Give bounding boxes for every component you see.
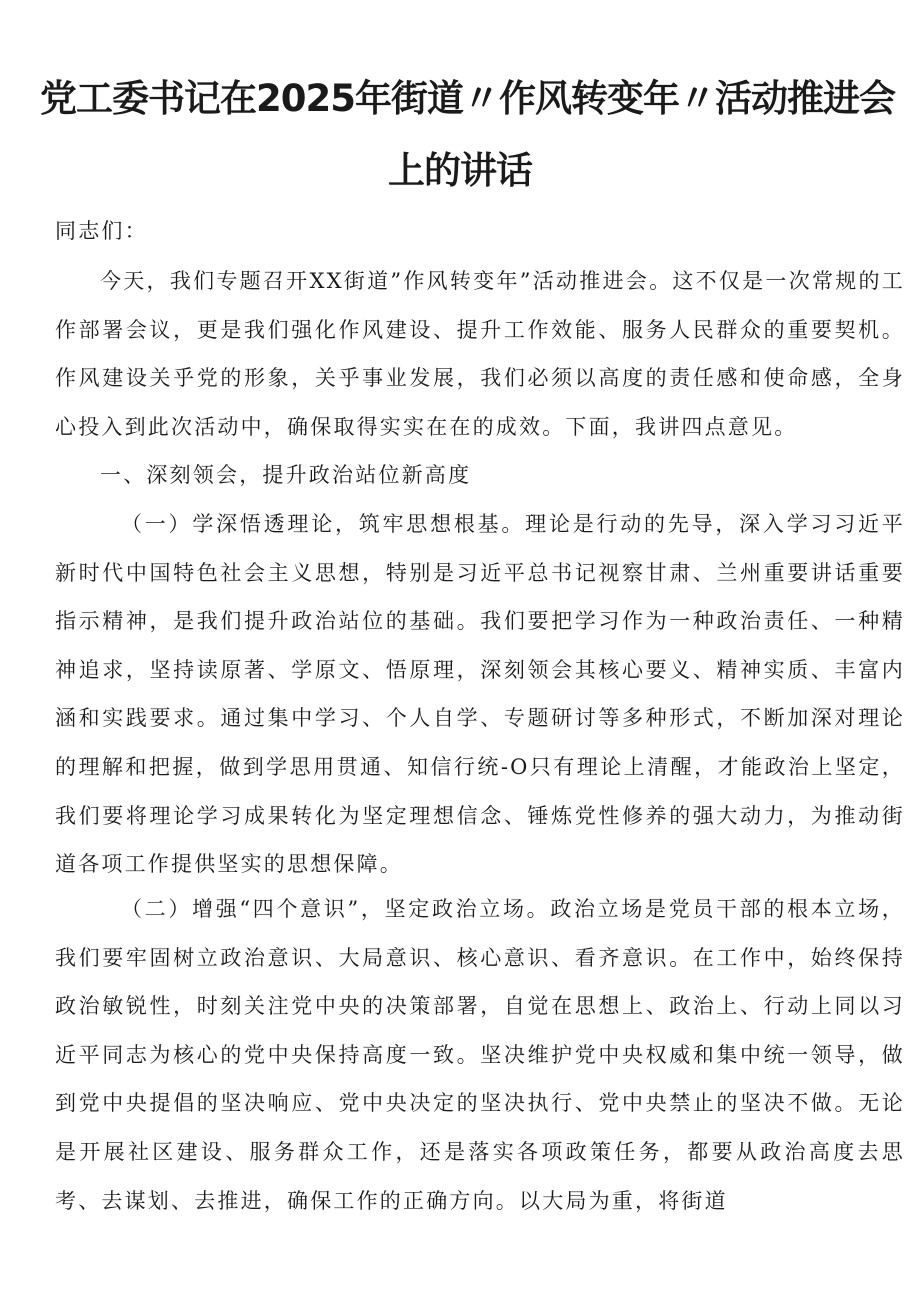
intro-paragraph: 今天，我们专题召开XX街道”作风转变年”活动推进会。这不仅是一次常规的工作部署会议，更是我们强化作风建设、提升工作效能、服务人民群众的重要契机。作风建设关乎党的形象，关乎事业发展，我们必须以高度的责任感和使命感，全身心投入到此次活动中，确保取得实实在在的成效。下面，我讲四点意见。 (55, 269, 905, 439)
document-title-line-1: 党工委书记在2025年街道〃作风转变年〃活动推进会 (40, 77, 895, 120)
section-heading-1: 一、深刻领会，提升政治站位新高度 (100, 463, 472, 487)
section-1-point-2: （二）增强“四个意识”，坚定政治立场。政治立场是党员干部的根本立场，我们要牢固树立政治意识、大局意识、核心意识、看齐意识。在工作中，始终保持政治敏锐性，时刻关注党中央的决策部署，自觉在思想上、政治上、行动上同以习近平同志为核心的党中央保持高度一致。坚决维护党中央权威和集中统一领导，做到党中央提倡的坚决响应、党中央决定的坚决执行、党中央禁止的坚决不做。无论是开展社区建设、服务群众工作，还是落实各项政策任务，都要从政治高度去思考、去谋划、去推进，确保工作的正确方向。以大局为重，将街道 (55, 897, 905, 1213)
greeting: 同志们： (55, 219, 148, 243)
document-title-line-2: 上的讲话 (388, 149, 532, 192)
section-1-point-1: （一）学深悟透理论，筑牢思想根基。理论是行动的先导，深入学习习近平新时代中国特色社会主义思想，特别是习近平总书记视察甘肃、兰州重要讲话重要指示精神，是我们提升政治站位的基础。我们要把学习作为一种政治责任、一种精神追求，坚持读原著、学原文、悟原理，深刻领会其核心要义、精神实质、丰富内涵和实践要求。通过集中学习、个人自学、专题研讨等多种形式，不断加深对理论的理解和把握，做到学思用贯通、知信行统-O只有理论上清醒，才能政治上坚定，我们要将理论学习成果转化为坚定理想信念、锤炼党性修养的强大动力，为推动街道各项工作提供坚实的思想保障。 (55, 512, 905, 877)
